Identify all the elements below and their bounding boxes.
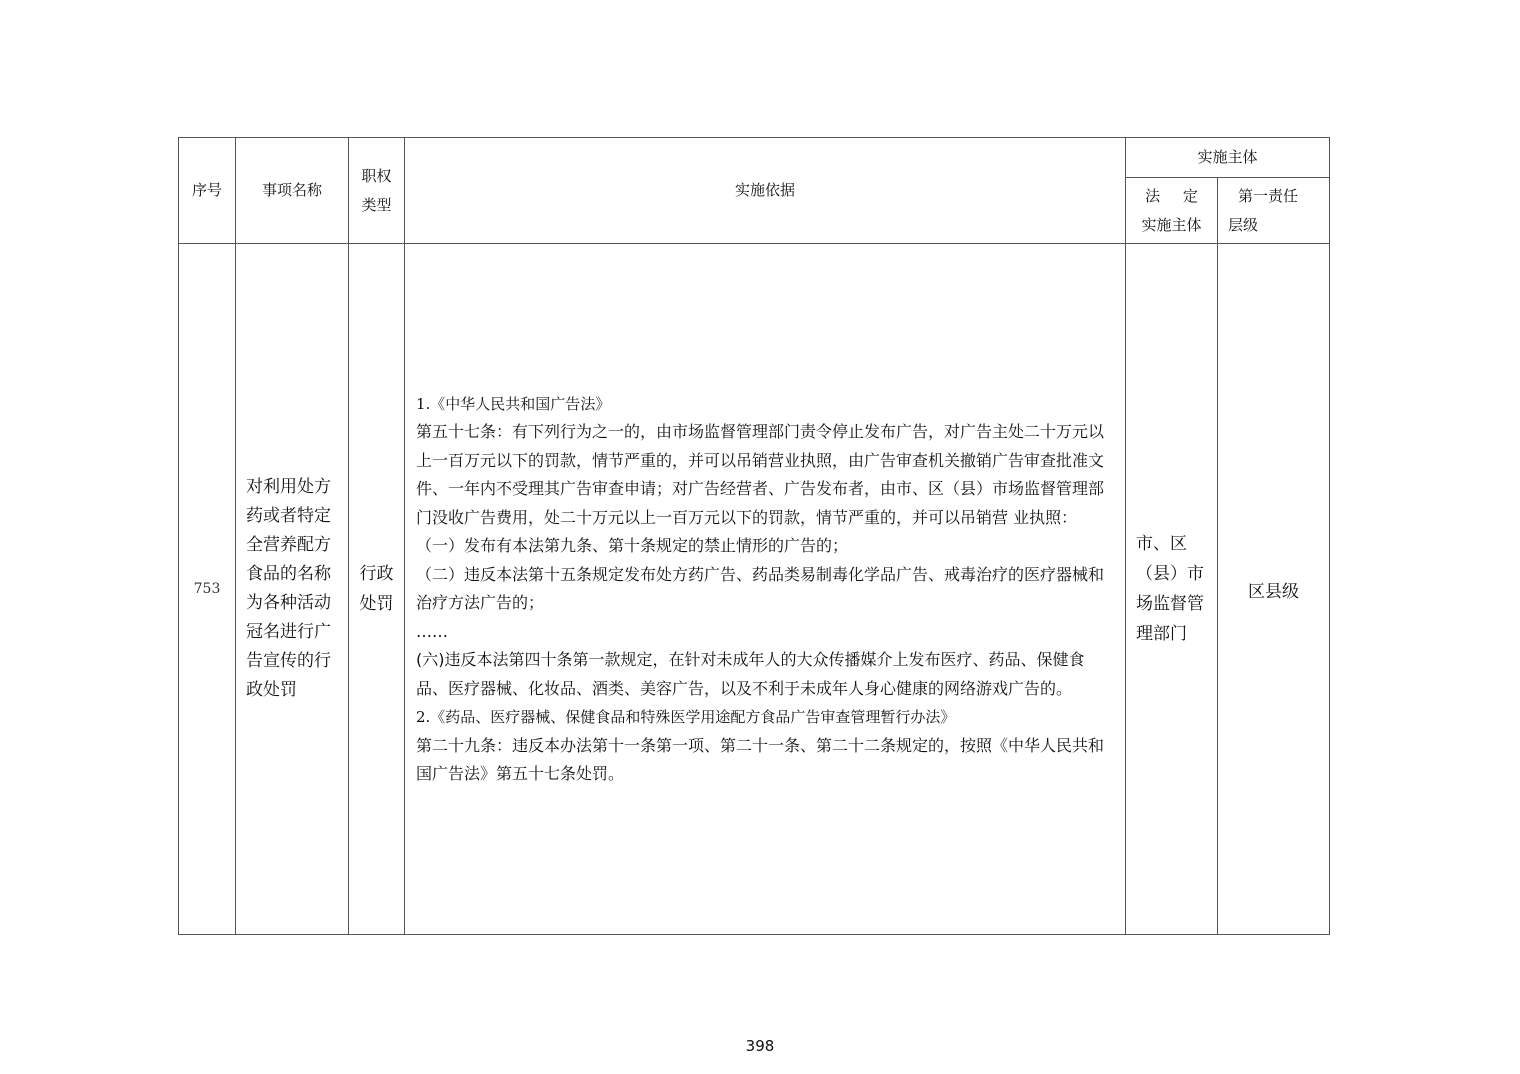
cell-legal-subject: 市、区（县）市场监督管理部门 [1126, 244, 1218, 935]
cell-power-type-text: 行政处罚 [359, 564, 394, 614]
header-basis: 实施依据 [405, 138, 1126, 244]
basis-item6: (六)违反本法第四十条第一款规定，在针对未成年人的大众传播媒介上发布医疗、药品、保健食品、医疗器械、化妆品、酒类、美容广告，以及不利于未成年人身心健康的网络游戏广告的。 [416, 650, 1085, 698]
basis-law2-text: 第二十九条：违反本办法第十一条第一项、第二十一条、第二十二条规定的，按照《中华人民共和国广告法》第五十七条处罚。 [416, 735, 1105, 783]
basis-item1: （一）发布有本法第九条、第十条规定的禁止情形的广告的； [416, 536, 849, 555]
header-power-type [349, 138, 405, 244]
basis-item2: （二）违反本法第十五条规定发布处方药广告、药品类易制毒化学品广告、戒毒治疗的医疗器械和治疗方法广告的； [416, 564, 1105, 612]
cell-seq: 753 [179, 244, 236, 935]
header-subject-group: 实施主体 [1126, 138, 1330, 178]
header-item-name: 事项名称 [236, 138, 349, 244]
power-list-table [178, 137, 1330, 935]
basis-ellipsis: …… [416, 621, 448, 641]
header-first-resp [1218, 178, 1330, 244]
header-first-resp-line1: 第一责任 [1238, 186, 1299, 205]
cell-item-name: 对利用处方药或者特定全营养配方食品的名称为各种活动冠名进行广告宣传的行政处罚 [236, 244, 349, 935]
basis-law1-text: 第五十七条：有下列行为之一的，由市场监督管理部门责令停止发布广告，对广告主处二十万元以上一百万元以下的罚款，情节严重的，并可以吊销营业执照，由广告审查机关撤销广告审查批准文件、一年内不受理其广告审查申请；对广告经营者、广告发布者，由市、区（县）市场监督管理部门没收广告费用，处二十万元以上一百万元以下的罚款，情节严重的，并可以吊销营 业执照： [416, 422, 1105, 527]
header-seq: 序号 [179, 138, 236, 244]
cell-first-resp-level: 区县级 [1218, 244, 1330, 935]
header-first-resp-line2: 层级 [1228, 215, 1259, 234]
basis-law1-title: 1.《中华人民共和国广告法》 [416, 394, 611, 413]
basis-law2-title: 2.《药品、医疗器械、保健食品和特殊医学用途配方食品广告审查管理暂行办法》 [416, 708, 956, 726]
header-legal-subject [1126, 178, 1218, 244]
page-number: 398 [745, 1037, 775, 1055]
header-legal-subject-line1: 法 定 [1145, 186, 1198, 205]
header-legal-subject-line2: 实施主体 [1141, 215, 1202, 234]
header-power-type-text: 职权类型 [361, 166, 392, 214]
cell-power-type [349, 244, 405, 935]
cell-basis [405, 244, 1126, 935]
